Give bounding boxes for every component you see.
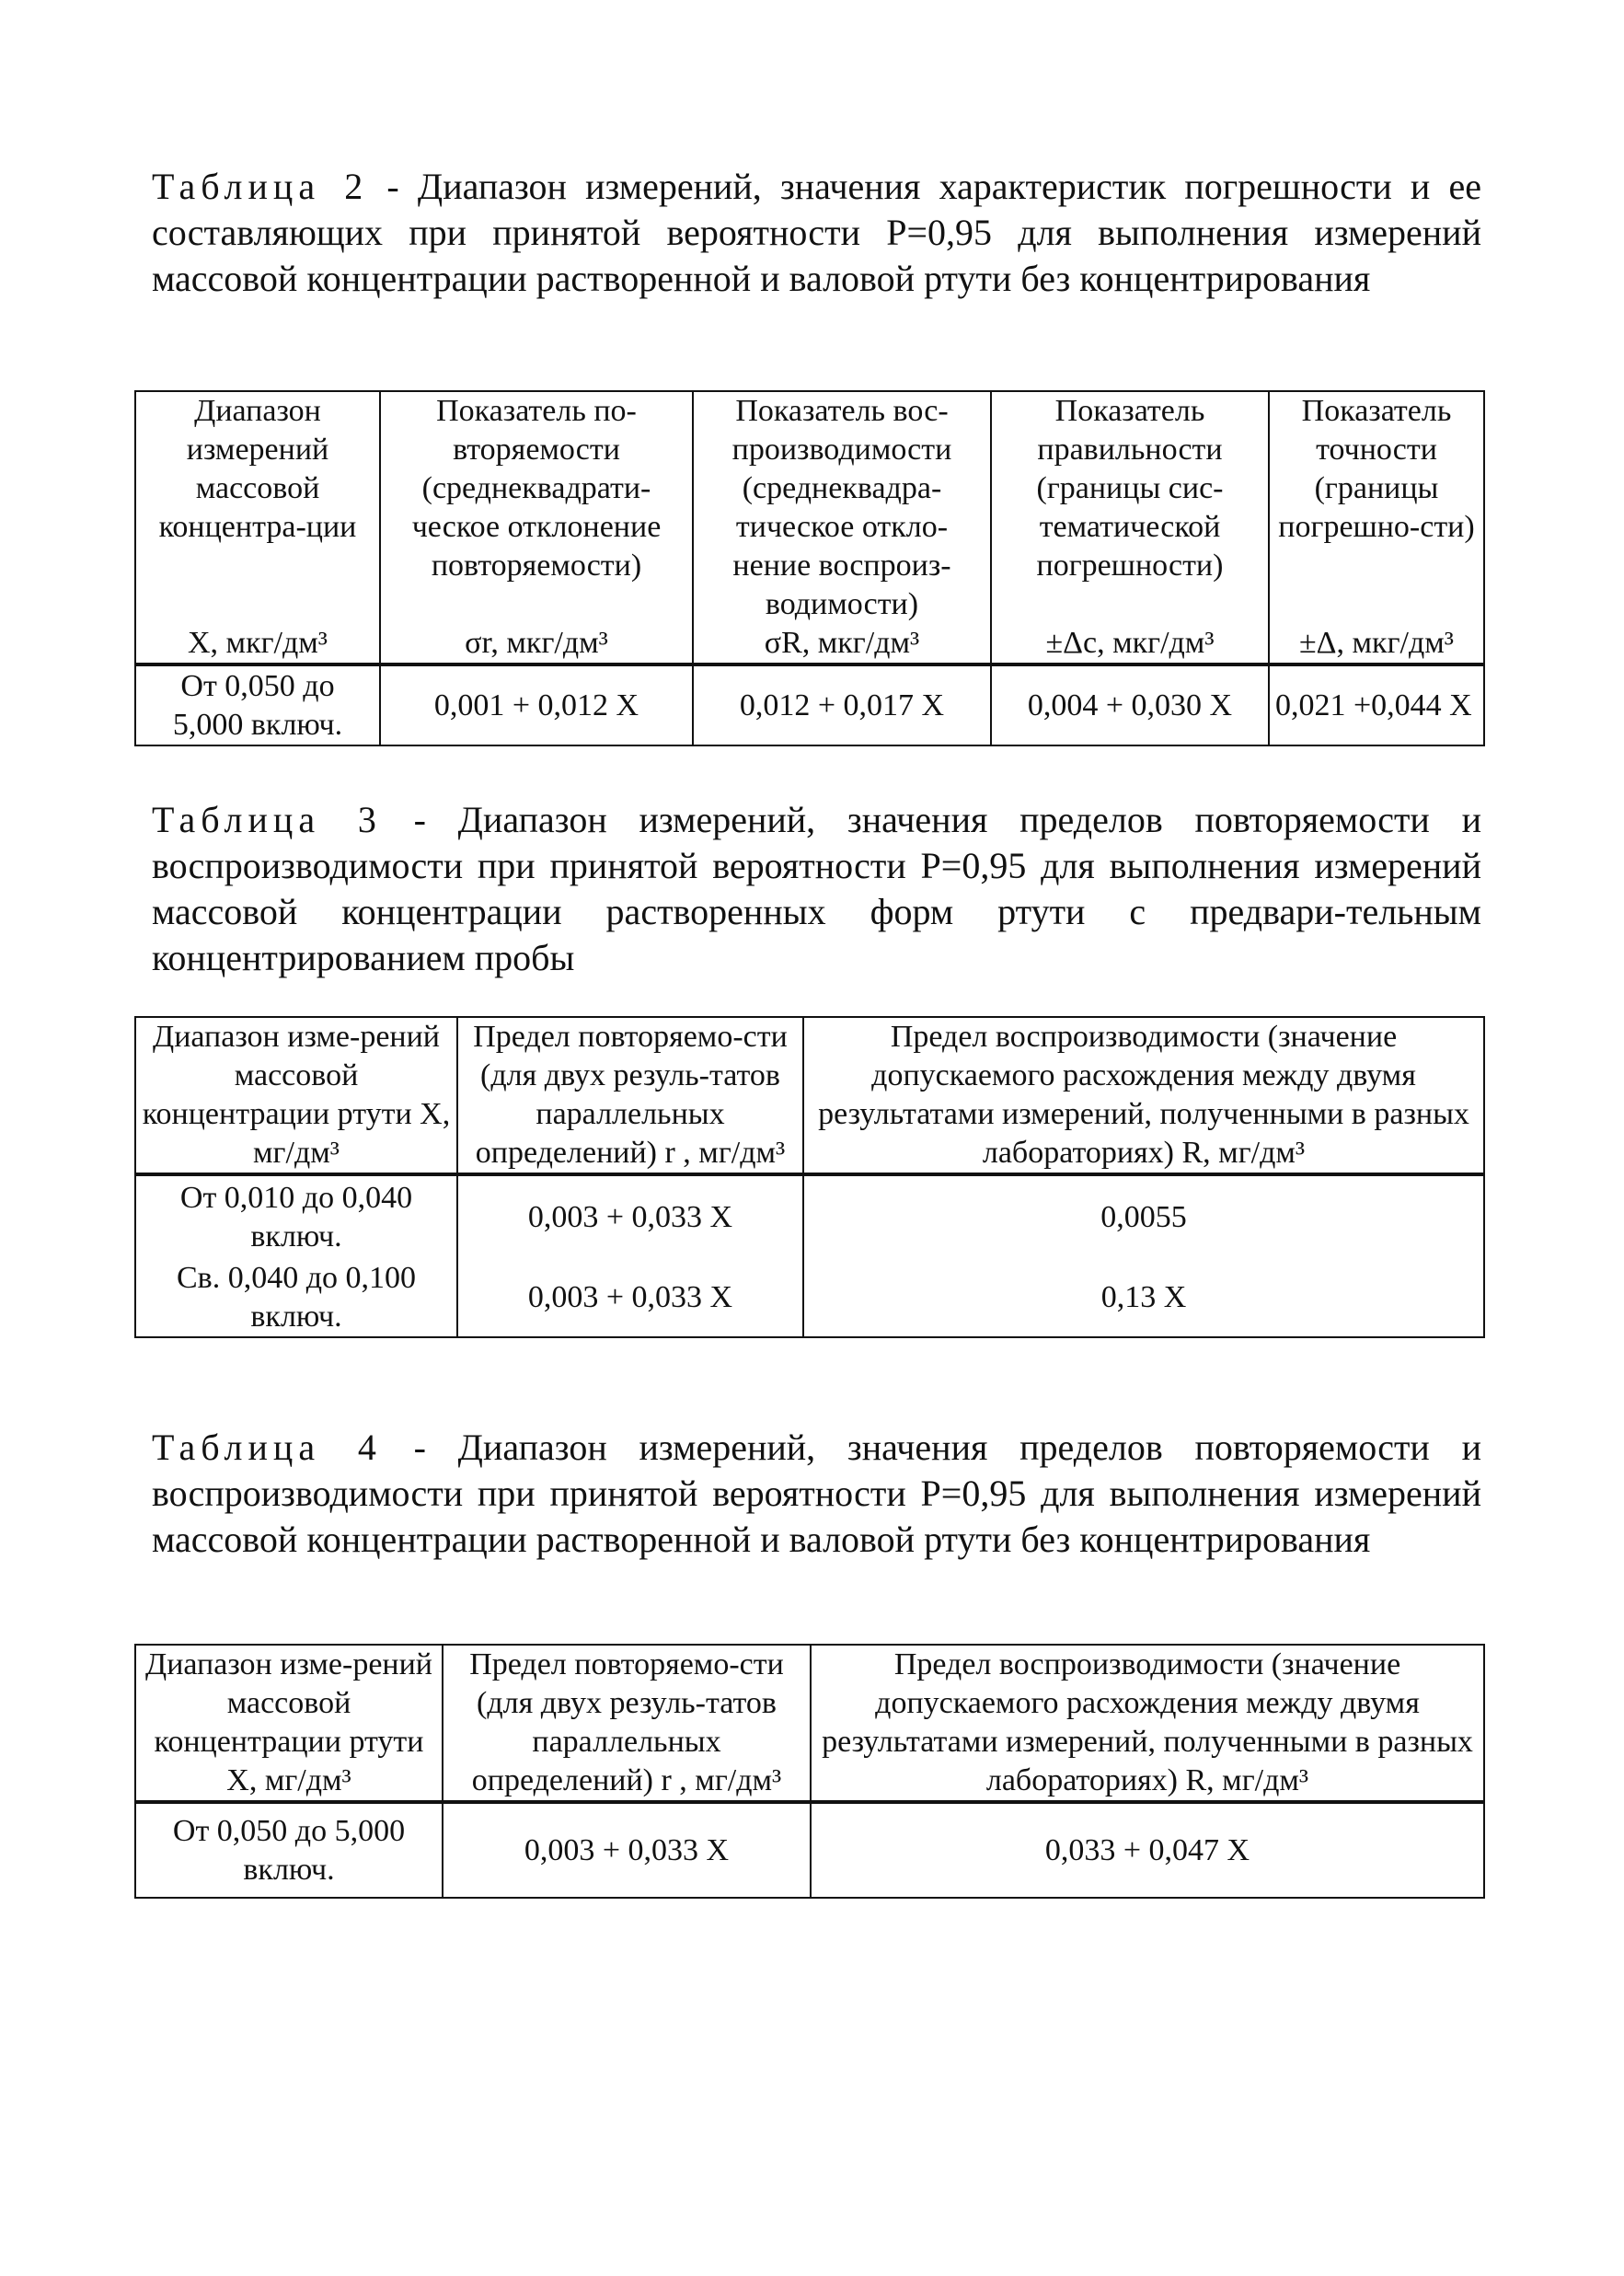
table2-caption-lead: Таблица 2 xyxy=(152,166,369,207)
table4-cell-range: От 0,050 до 5,000 включ. xyxy=(135,1802,443,1898)
table3-header-range: Диапазон изме-рений массовой концентрации ртути X, мг/дм³ xyxy=(135,1017,457,1174)
table2-header-accuracy: Показатель точности (границы погрешно-сти) xyxy=(1269,391,1484,624)
table2-unit-correctness: ±Δc, мкг/дм³ xyxy=(991,624,1269,664)
table2-header-range: Диапазон измерений массовой концентра-ции xyxy=(135,391,380,624)
table3-row2-range: Св. 0,040 до 0,100 включ. xyxy=(135,1259,457,1337)
table-row xyxy=(135,1259,1484,1337)
table3-caption-lead: Таблица 3 xyxy=(152,799,382,840)
table2-unit-range: X, мкг/дм³ xyxy=(135,624,380,664)
table2-caption-text: - Диапазон измерений, значения характеристик погрешности и ее составляющих при принятой вероятности Р=0,95 для выполнения измерений массовой концентрации растворенной и валовой ртути без концентрирования xyxy=(152,166,1482,299)
table2-unit-repeatability: σr, мкг/дм³ xyxy=(380,624,693,664)
table3-header-repeatability: Предел повторяемо-сти (для двух резуль-татов параллельных определений) r , мг/дм³ xyxy=(457,1017,803,1174)
table2-cell-repeatability: 0,001 + 0,012 X xyxy=(380,664,693,745)
table3-caption-text: - Диапазон измерений, значения пределов повторяемости и воспроизводимости при принятой вероятности Р=0,95 для выполнения измерений массовой концентрации растворенных форм ртути с предвари-тельным концентрированием пробы xyxy=(152,799,1481,978)
table4-header-repeatability: Предел повторяемо-сти (для двух резуль-татов параллельных определений) r , мг/дм³ xyxy=(443,1645,811,1802)
table3-row1-repeatability: 0,003 + 0,033 X xyxy=(457,1174,803,1259)
table4-caption-lead: Таблица 4 xyxy=(152,1427,382,1468)
table2-cell-correctness: 0,004 + 0,030 X xyxy=(991,664,1269,745)
table4-cell-repeatability: 0,003 + 0,033 X xyxy=(443,1802,811,1898)
table2-units-row xyxy=(135,624,1484,664)
table-row xyxy=(135,1174,1484,1259)
table2-header-row xyxy=(135,391,1484,624)
table2-header-reproducibility: Показатель вос-производимости (среднеквадра-тическое откло-нение воспроиз-водимости) xyxy=(693,391,991,624)
table-row xyxy=(135,1802,1484,1898)
table-row xyxy=(135,664,1484,745)
table4-header-row xyxy=(135,1645,1484,1802)
table3-row2-reproducibility: 0,13 X xyxy=(803,1259,1484,1337)
table2-unit-accuracy: ±Δ, мкг/дм³ xyxy=(1269,624,1484,664)
table2-header-repeatability: Показатель по-вторяемости (среднеквадрати-ческое отклонение повторяемости) xyxy=(380,391,693,624)
table2-cell-range: От 0,050 до 5,000 включ. xyxy=(135,664,380,745)
table3 xyxy=(134,1016,1485,1338)
table4-header-range: Диапазон изме-рений массовой концентрации ртути X, мг/дм³ xyxy=(135,1645,443,1802)
table2-cell-reproducibility: 0,012 + 0,017 X xyxy=(693,664,991,745)
table2 xyxy=(134,390,1485,746)
table3-row1-range: От 0,010 до 0,040 включ. xyxy=(135,1174,457,1259)
table4-caption xyxy=(152,1425,1481,1563)
table2-header-correctness: Показатель правильности (границы сис-тематической погрешности) xyxy=(991,391,1269,624)
table2-cell-accuracy: 0,021 +0,044 X xyxy=(1269,664,1484,745)
table4-header-reproducibility: Предел воспроизводимости (значение допускаемого расхождения между двумя результатами измерений, полученными в разных лабораториях) R, мг/дм³ xyxy=(811,1645,1484,1802)
table4 xyxy=(134,1644,1485,1899)
table3-row1-reproducibility: 0,0055 xyxy=(803,1174,1484,1259)
table4-caption-text: - Диапазон измерений, значения пределов повторяемости и воспроизводимости при принятой вероятности Р=0,95 для выполнения измерений массовой концентрации растворенной и валовой ртути без концентрирования xyxy=(152,1427,1481,1560)
table3-header-row xyxy=(135,1017,1484,1174)
table4-cell-reproducibility: 0,033 + 0,047 X xyxy=(811,1802,1484,1898)
table3-header-reproducibility: Предел воспроизводимости (значение допускаемого расхождения между двумя результатами измерений, полученными в разных лабораториях) R, мг/дм³ xyxy=(803,1017,1484,1174)
table3-caption xyxy=(152,797,1481,981)
table2-caption xyxy=(152,164,1481,302)
table3-row2-repeatability: 0,003 + 0,033 X xyxy=(457,1259,803,1337)
table2-unit-reproducibility: σR, мкг/дм³ xyxy=(693,624,991,664)
